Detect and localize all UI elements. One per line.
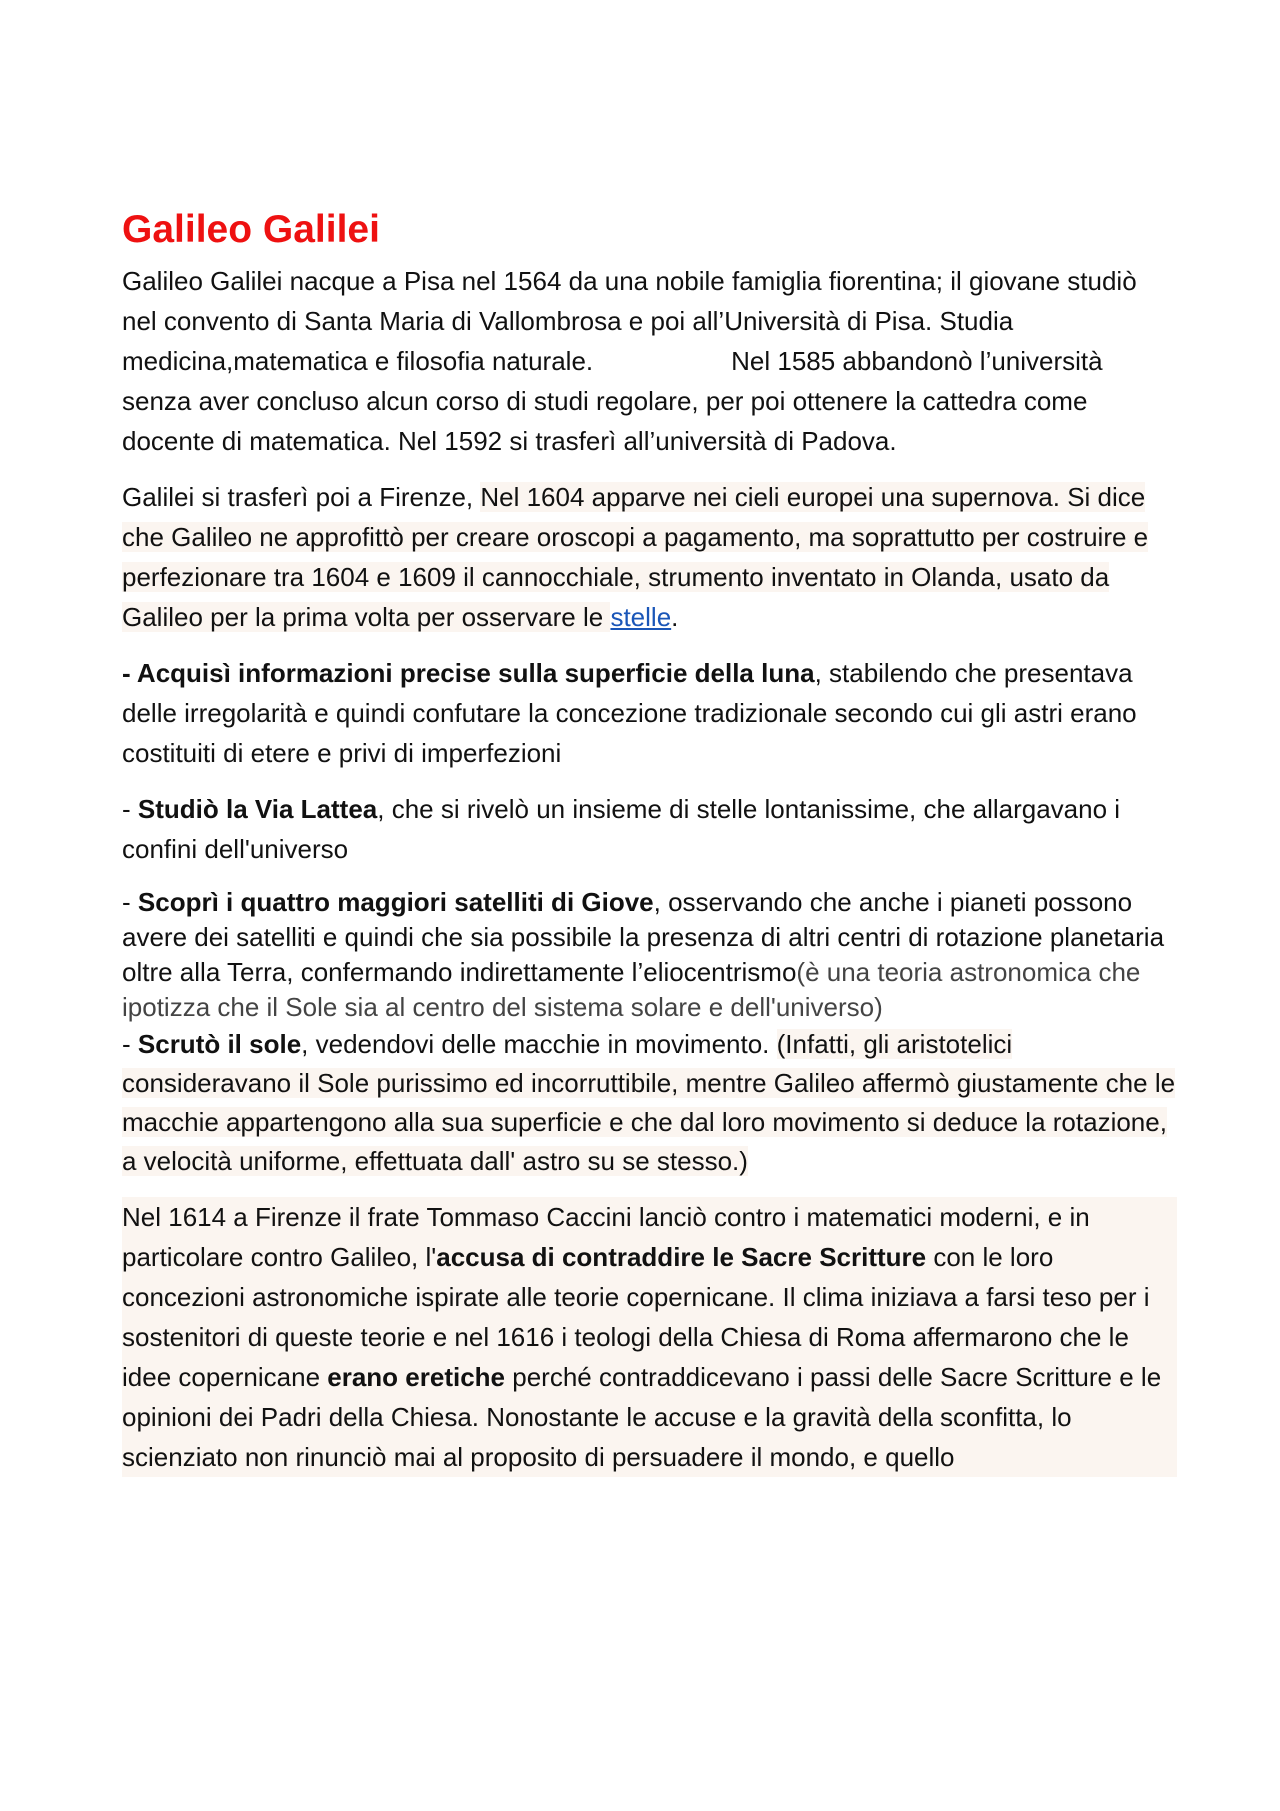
accusation-text-c: perché contraddicevano i passi delle Sacre Scritture e le opinioni dei Padri della Chiesa. Nonostante le accuse e la gravità della sconfitta, lo scienziato non rinunciò mai al proposito di persuadere il mondo, e quello bbox=[122, 1362, 1162, 1472]
telescope-text-a: Galilei si trasferì poi a Firenze, bbox=[122, 482, 481, 512]
paragraph-biography bbox=[122, 261, 1177, 461]
heliocentrism-note: (è una teoria astronomica che ipotizza che il Sole sia al centro del sistema solare e dell'universo) bbox=[122, 957, 1141, 1022]
bullet-jupiter bbox=[122, 885, 1177, 1025]
bullet-sun-bold: Scrutò il sole bbox=[137, 1029, 302, 1059]
bullet-moon bbox=[122, 653, 1177, 773]
bullet-jupiter-bold: Scoprì i quattro maggiori satelliti di Giove bbox=[137, 887, 654, 917]
bullet-dash: - bbox=[122, 887, 138, 917]
paragraph-telescope bbox=[122, 477, 1177, 637]
sunspots-note: (Infatti, gli aristotelici consideravano il Sole purissimo ed incorruttibile, mentre Galileo affermò giustamente che le macchie appartengono alla sua superficie e che dal loro movimento si deduce la rotazione, a velocità uniforme, effettuata dall' astro su se stesso.) bbox=[122, 1029, 1176, 1176]
bullet-jupiter-text: , osservando che anche i pianeti possono avere dei satelliti e quindi che sia possibile la presenza di altri centri di rotazione planetaria oltre alla Terra, confermando indirettamente l’eliocentrismo bbox=[122, 887, 1165, 987]
bullet-dash: - bbox=[122, 658, 137, 688]
biography-text-a: Galileo Galilei nacque a Pisa nel 1564 da una nobile famiglia fiorentina; il giovane studiò nel convento di Santa Maria di Vallombrosa e poi all’Università di Pisa. Studia medicina,matematica e filosofia naturale. bbox=[122, 266, 1137, 376]
telescope-text-b: Nel 1604 apparve nei cieli europei una supernova. Si dice che Galileo ne approfittò per creare oroscopi a pagamento, ma soprattutto per costruire e perfezionare tra 1604 e 1609 il cannocchiale, strumento inventato in Olanda, usato da Galileo per la prima volta per osservare le bbox=[122, 482, 1149, 632]
stelle-link[interactable]: stelle bbox=[610, 602, 672, 632]
bullet-moon-text: , stabilendo che presentava delle irregolarità e quindi confutare la concezione tradizionale secondo cui gli astri erano costituiti di etere e privi di imperfezioni bbox=[122, 658, 1137, 768]
bullet-dash: - bbox=[122, 794, 138, 824]
accusation-bold-1: accusa di contraddire le Sacre Scritture bbox=[436, 1242, 927, 1272]
bullet-sun bbox=[122, 1025, 1177, 1181]
bullet-milky-way-bold: Studiò la Via Lattea bbox=[137, 794, 378, 824]
bullet-dash: - bbox=[122, 1029, 138, 1059]
bullet-sun-text: , vedendovi delle macchie in movimento. bbox=[301, 1029, 777, 1059]
page-title: Galileo Galilei bbox=[122, 208, 380, 251]
bullet-moon-bold: Acquisì informazioni precise sulla superficie della luna bbox=[136, 658, 815, 688]
biography-text-b: Nel 1585 abbandonò l’università senza aver concluso alcun corso di studi regolare, per poi ottenere la cattedra come docente di matematica. Nel 1592 si trasferì all’università di Padova. bbox=[122, 346, 1103, 456]
accusation-text-b: con le loro concezioni astronomiche ispirate alle teorie copernicane. Il clima iniziava a farsi teso per i sostenitori di queste teorie e nel 1616 i teologi della Chiesa di Roma affermarono che le idee copernicane bbox=[122, 1242, 1150, 1392]
bullet-milky-way bbox=[122, 789, 1177, 869]
bullet-milky-way-text: , che si rivelò un insieme di stelle lontanissime, che allargavano i confini dell'universo bbox=[122, 794, 1121, 864]
accusation-bold-2: erano eretiche bbox=[327, 1362, 506, 1392]
telescope-text-end: . bbox=[671, 602, 679, 632]
accusation-text-a: Nel 1614 a Firenze il frate Tommaso Caccini lanciò contro i matematici moderni, e in particolare contro Galileo, l' bbox=[122, 1202, 1090, 1272]
document-content bbox=[122, 205, 1177, 1477]
paragraph-accusation bbox=[122, 1197, 1177, 1477]
